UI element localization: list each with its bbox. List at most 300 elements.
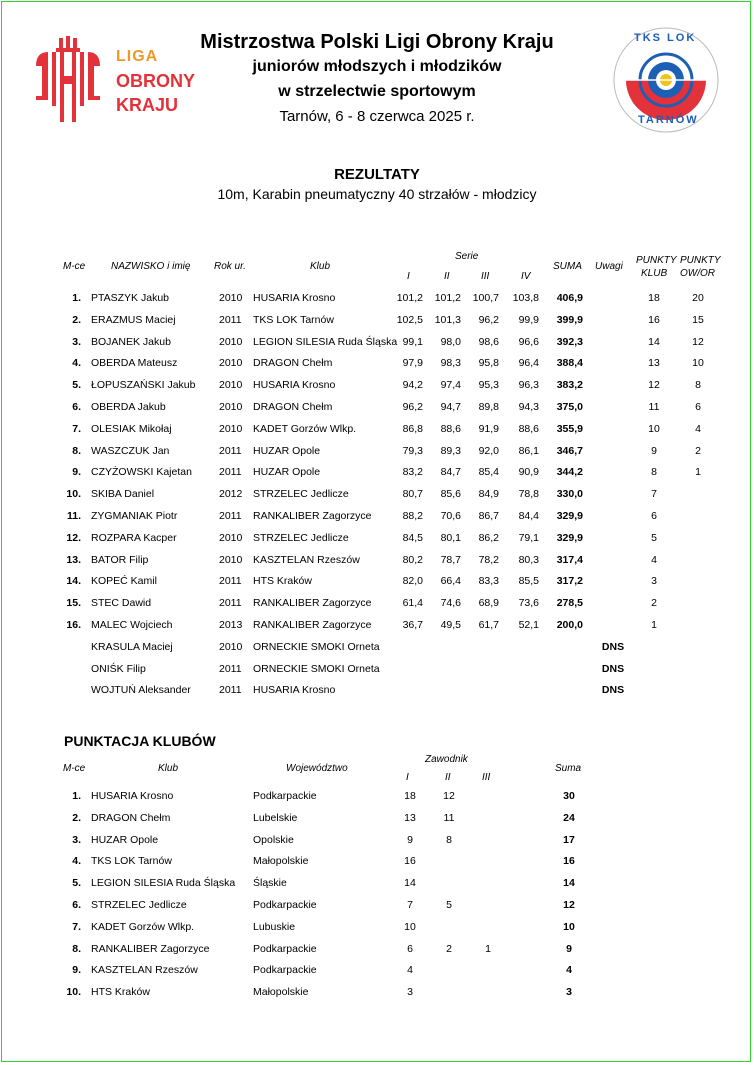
cell-year: 2011 bbox=[219, 313, 242, 326]
cell-s3: 95,3 bbox=[478, 379, 499, 392]
cell-pk: 18 bbox=[648, 292, 660, 304]
table-row bbox=[0, 855, 754, 877]
logo-bottom-text: TARNÓW bbox=[638, 114, 699, 126]
cell-region: Lubuskie bbox=[253, 920, 296, 933]
cell-region: Podkarpackie bbox=[253, 899, 317, 911]
cell-pow: 2 bbox=[695, 444, 701, 457]
cell-year: 2010 bbox=[219, 640, 243, 653]
cell-sum: 4 bbox=[566, 964, 572, 977]
cell-year: 2011 bbox=[219, 510, 242, 522]
cell-z1: 9 bbox=[407, 833, 413, 846]
cell-pow: 20 bbox=[692, 292, 704, 304]
cell-region: Lubelskie bbox=[253, 811, 298, 824]
col-s1: I bbox=[407, 271, 410, 282]
cell-club: HUZAR Opole bbox=[253, 444, 321, 457]
cell-s4: 103,8 bbox=[512, 292, 539, 304]
cell-sum: 10 bbox=[563, 920, 575, 933]
cell-sum: 24 bbox=[563, 811, 575, 824]
cell-pk: 3 bbox=[651, 575, 657, 588]
cell-s4: 96,4 bbox=[518, 357, 539, 370]
cell-pk: 16 bbox=[648, 313, 660, 326]
table-row bbox=[0, 964, 754, 986]
cell-s1: 36,7 bbox=[402, 619, 423, 631]
col-name: NAZWISKO i imię bbox=[111, 261, 191, 272]
col-place: M-ce bbox=[63, 261, 86, 272]
cell-year: 2013 bbox=[219, 619, 243, 631]
cell-place: 3. bbox=[72, 833, 81, 846]
cell-z1: 16 bbox=[404, 855, 416, 868]
cell-club: TKS LOK Tarnów bbox=[253, 313, 334, 326]
cell-club: RANKALIBER Zagorzyce bbox=[253, 597, 372, 610]
col-club-region: Województwo bbox=[286, 763, 348, 774]
cell-s2: 98,0 bbox=[440, 335, 461, 348]
cell-club: RANKALIBER Zagorzyce bbox=[253, 510, 372, 522]
cell-s4: 85,5 bbox=[518, 575, 539, 588]
cell-club: DRAGON Chełm bbox=[253, 357, 333, 370]
cell-z1: 3 bbox=[407, 986, 413, 999]
page-title: Mistrzostwa Polski Ligi Obrony Kraju bbox=[200, 31, 554, 53]
cell-s4: 96,3 bbox=[518, 379, 539, 392]
col-sum: SUMA bbox=[553, 261, 582, 272]
table-row bbox=[0, 314, 754, 336]
cell-z1: 18 bbox=[404, 790, 416, 802]
cell-club: KASZTELAN Rzeszów bbox=[91, 964, 198, 977]
col-z1: I bbox=[406, 772, 409, 783]
cell-place: 2. bbox=[72, 313, 81, 326]
table-row bbox=[0, 379, 754, 401]
table-row bbox=[0, 554, 754, 576]
cell-name: KRASULA Maciej bbox=[91, 640, 173, 653]
cell-place: 15. bbox=[66, 597, 81, 610]
cell-club: HUZAR Opole bbox=[253, 466, 321, 479]
cell-sum: 355,9 bbox=[556, 422, 583, 435]
table-row bbox=[0, 877, 754, 899]
table-row bbox=[0, 445, 754, 467]
cell-club: KADET Gorzów Wlkp. bbox=[253, 422, 357, 435]
table-row bbox=[0, 423, 754, 445]
cell-year: 2010 bbox=[219, 357, 243, 370]
col-club: Klub bbox=[310, 261, 331, 272]
cell-s1: 96,2 bbox=[402, 401, 423, 413]
cell-s3: 92,0 bbox=[478, 444, 499, 457]
cell-place: 3. bbox=[72, 335, 81, 348]
cell-year: 2011 bbox=[219, 662, 242, 675]
cell-name: BOJANEK Jakub bbox=[91, 335, 171, 348]
cell-name: ERAZMUS Maciej bbox=[91, 313, 176, 326]
clubs-title: PUNKTACJA KLUBÓW bbox=[64, 733, 216, 749]
cell-name: ROZPARA Kacper bbox=[91, 531, 177, 544]
cell-note: DNS bbox=[601, 640, 625, 653]
cell-club: LEGION SILESIA Ruda Śląska bbox=[253, 335, 398, 348]
table-row bbox=[0, 401, 754, 423]
cell-place: 13. bbox=[66, 553, 81, 566]
cell-s1: 82,0 bbox=[402, 575, 423, 588]
cell-place: 11. bbox=[66, 510, 81, 522]
cell-sum: 383,2 bbox=[556, 379, 583, 392]
cell-pk: 5 bbox=[651, 531, 657, 544]
col-club-sum: Suma bbox=[555, 763, 582, 774]
cell-sum: 200,0 bbox=[556, 619, 583, 631]
cell-s3: 96,2 bbox=[478, 313, 499, 326]
cell-place: 8. bbox=[72, 444, 81, 457]
cell-region: Podkarpackie bbox=[253, 790, 317, 802]
cell-sum: 16 bbox=[563, 855, 575, 868]
cell-s2: 88,6 bbox=[440, 422, 461, 435]
cell-pk: 14 bbox=[648, 335, 660, 348]
cell-pow: 1 bbox=[695, 466, 701, 479]
cell-sum: 3 bbox=[566, 986, 572, 999]
cell-sum: 330,0 bbox=[556, 488, 583, 501]
cell-s1: 80,7 bbox=[402, 488, 423, 501]
cell-s4: 80,3 bbox=[518, 553, 539, 566]
cell-place: 14. bbox=[66, 575, 81, 588]
col-notes: Uwagi bbox=[595, 261, 623, 272]
cell-s2: 74,6 bbox=[440, 597, 461, 610]
cell-s3: 91,9 bbox=[478, 422, 499, 435]
cell-name: OBERDA Mateusz bbox=[91, 357, 178, 370]
cell-year: 2011 bbox=[219, 575, 242, 588]
cell-year: 2011 bbox=[219, 597, 242, 610]
cell-place: 8. bbox=[72, 942, 81, 955]
cell-name: OBERDA Jakub bbox=[91, 401, 166, 413]
cell-z2: 11 bbox=[443, 811, 455, 824]
cell-sum: 406,9 bbox=[556, 292, 583, 304]
cell-s2: 97,4 bbox=[440, 379, 461, 392]
cell-club: LEGION SILESIA Ruda Śląska bbox=[91, 877, 236, 890]
cell-name: WASZCZUK Jan bbox=[91, 444, 170, 457]
cell-s1: 99,1 bbox=[402, 335, 423, 348]
cell-s3: 86,2 bbox=[478, 531, 499, 544]
cell-name: MALEC Wojciech bbox=[91, 619, 173, 631]
cell-s2: 89,3 bbox=[440, 444, 461, 457]
place-date: Tarnów, 6 - 8 czerwca 2025 r. bbox=[279, 108, 475, 125]
cell-name: KOPEĆ Kamil bbox=[91, 575, 157, 588]
cell-place: 9. bbox=[72, 466, 81, 479]
cell-sum: 344,2 bbox=[556, 466, 583, 479]
cell-z1: 13 bbox=[404, 811, 416, 824]
cell-pk: 2 bbox=[651, 597, 657, 610]
cell-region: Małopolskie bbox=[253, 855, 309, 868]
col-pts-club-2: KLUB bbox=[641, 268, 668, 279]
cell-club: STRZELEC Jedlicze bbox=[253, 488, 349, 501]
cell-place: 1. bbox=[72, 292, 81, 304]
logo-word-2: OBRONY bbox=[116, 71, 196, 91]
cell-region: Podkarpackie bbox=[253, 964, 317, 977]
cell-club: DRAGON Chełm bbox=[91, 811, 171, 824]
cell-s2: 80,1 bbox=[440, 531, 461, 544]
cell-s4: 79,1 bbox=[518, 531, 539, 544]
table-row bbox=[0, 812, 754, 834]
cell-place: 10. bbox=[66, 986, 81, 999]
cell-sum: 375,0 bbox=[556, 401, 583, 413]
cell-club: HTS Kraków bbox=[253, 575, 312, 588]
cell-club: ORNECKIE SMOKI Orneta bbox=[253, 662, 380, 675]
cell-s3: 95,8 bbox=[478, 357, 499, 370]
col-s3: III bbox=[481, 271, 490, 282]
cell-club: HUSARIA Krosno bbox=[91, 790, 174, 802]
cell-sum: 9 bbox=[566, 942, 572, 955]
cell-s2: 98,3 bbox=[440, 357, 461, 370]
cell-s1: 61,4 bbox=[402, 597, 423, 610]
cell-s4: 73,6 bbox=[518, 597, 539, 610]
cell-s2: 94,7 bbox=[440, 401, 461, 413]
cell-name: OLESIAK Mikołaj bbox=[91, 422, 172, 435]
results-title: REZULTATY bbox=[334, 166, 420, 183]
cell-club: HUSARIA Krosno bbox=[253, 292, 336, 304]
cell-club: ORNECKIE SMOKI Orneta bbox=[253, 640, 380, 653]
cell-pk: 12 bbox=[648, 379, 660, 392]
table-row bbox=[0, 834, 754, 856]
col-club-place: M-ce bbox=[63, 763, 86, 774]
cell-s2: 101,3 bbox=[434, 313, 461, 326]
cell-year: 2010 bbox=[219, 553, 243, 566]
cell-z1: 14 bbox=[404, 877, 416, 890]
cell-s3: 84,9 bbox=[478, 488, 499, 501]
cell-s2: 85,6 bbox=[440, 488, 461, 501]
table-row bbox=[0, 336, 754, 358]
cell-year: 2011 bbox=[219, 684, 242, 697]
cell-region: Śląskie bbox=[253, 877, 287, 890]
cell-s3: 68,9 bbox=[478, 597, 499, 610]
cell-club: STRZELEC Jedlicze bbox=[91, 899, 187, 911]
col-competitor: Zawodnik bbox=[425, 754, 468, 765]
cell-year: 2010 bbox=[219, 422, 243, 435]
cell-club: RANKALIBER Zagorzyce bbox=[253, 619, 372, 631]
col-z2: II bbox=[445, 772, 451, 783]
cell-club: STRZELEC Jedlicze bbox=[253, 531, 349, 544]
cell-sum: 12 bbox=[563, 899, 575, 911]
cell-place: 7. bbox=[72, 920, 81, 933]
cell-name: SKIBA Daniel bbox=[91, 488, 155, 501]
cell-sum: 317,4 bbox=[556, 553, 583, 566]
cell-club: HTS Kraków bbox=[91, 986, 150, 999]
cell-pow: 15 bbox=[692, 313, 704, 326]
col-year: Rok ur. bbox=[214, 261, 246, 272]
cell-s4: 78,8 bbox=[518, 488, 539, 501]
cell-s2: 78,7 bbox=[440, 553, 461, 566]
cell-year: 2012 bbox=[219, 488, 243, 501]
cell-pk: 1 bbox=[651, 619, 657, 631]
cell-z2: 12 bbox=[443, 790, 455, 802]
cell-pow: 12 bbox=[692, 335, 704, 348]
cell-name: ONIŚK Filip bbox=[91, 662, 146, 675]
cell-pk: 11 bbox=[648, 401, 660, 413]
table-row bbox=[0, 532, 754, 554]
cell-s4: 88,6 bbox=[518, 422, 539, 435]
logo-word-1: LIGA bbox=[116, 48, 159, 65]
cell-z1: 4 bbox=[407, 964, 413, 977]
cell-s4: 52,1 bbox=[518, 619, 539, 631]
cell-year: 2010 bbox=[219, 292, 243, 304]
cell-club: HUSARIA Krosno bbox=[253, 684, 336, 697]
table-row bbox=[0, 357, 754, 379]
cell-note: DNS bbox=[601, 684, 625, 697]
cell-pow: 10 bbox=[692, 357, 704, 370]
results-subtitle: 10m, Karabin pneumatyczny 40 strzałów - młodzicy bbox=[217, 186, 537, 202]
cell-note: DNS bbox=[601, 662, 625, 675]
cell-sum: 329,9 bbox=[556, 531, 583, 544]
cell-s3: 86,7 bbox=[478, 510, 499, 522]
table-row bbox=[0, 684, 754, 706]
cell-pk: 8 bbox=[651, 466, 657, 479]
page-subtitle-1: juniorów młodszych i młodzików bbox=[252, 58, 502, 75]
cell-name: BATOR Filip bbox=[91, 553, 149, 566]
cell-s3: 78,2 bbox=[478, 553, 499, 566]
cell-place: 9. bbox=[72, 964, 81, 977]
cell-s1: 101,2 bbox=[396, 292, 423, 304]
page-subtitle-2: w strzelectwie sportowym bbox=[278, 83, 476, 100]
cell-s1: 97,9 bbox=[402, 357, 423, 370]
cell-club: HUSARIA Krosno bbox=[253, 379, 336, 392]
cell-s4: 94,3 bbox=[518, 401, 539, 413]
cell-year: 2010 bbox=[219, 335, 243, 348]
cell-z1: 7 bbox=[407, 899, 413, 911]
cell-pk: 9 bbox=[651, 444, 657, 457]
cell-place: 5. bbox=[72, 379, 81, 392]
cell-s3: 61,7 bbox=[478, 619, 499, 631]
cell-s3: 85,4 bbox=[478, 466, 499, 479]
col-pts-ow-1: PUNKTY bbox=[680, 255, 721, 266]
cell-s2: 49,5 bbox=[440, 619, 461, 631]
cell-s1: 83,2 bbox=[402, 466, 423, 479]
cell-sum: 14 bbox=[563, 877, 575, 890]
cell-name: STEC Dawid bbox=[91, 597, 152, 610]
cell-region: Podkarpackie bbox=[253, 942, 317, 955]
table-row bbox=[0, 641, 754, 663]
cell-sum: 278,5 bbox=[556, 597, 583, 610]
table-row bbox=[0, 619, 754, 641]
cell-place: 5. bbox=[72, 877, 81, 890]
cell-name: CZYŻOWSKI Kajetan bbox=[91, 466, 192, 479]
table-row bbox=[0, 921, 754, 943]
cell-z2: 5 bbox=[446, 899, 452, 911]
cell-place: 4. bbox=[72, 855, 81, 868]
cell-name: ŁOPUSZAŃSKI Jakub bbox=[91, 379, 196, 392]
cell-z1: 10 bbox=[404, 920, 416, 933]
cell-pk: 10 bbox=[648, 422, 660, 435]
table-row bbox=[0, 597, 754, 619]
cell-club: RANKALIBER Zagorzyce bbox=[91, 942, 210, 955]
table-row bbox=[0, 663, 754, 685]
cell-club: HUZAR Opole bbox=[91, 833, 159, 846]
cell-year: 2011 bbox=[219, 444, 242, 457]
cell-s1: 79,3 bbox=[402, 444, 423, 457]
cell-z3: 1 bbox=[485, 942, 491, 955]
cell-s3: 89,8 bbox=[478, 401, 499, 413]
cell-s1: 86,8 bbox=[402, 422, 423, 435]
table-row bbox=[0, 899, 754, 921]
table-row bbox=[0, 943, 754, 965]
cell-z1: 6 bbox=[407, 942, 413, 955]
col-s4: IV bbox=[521, 271, 531, 282]
cell-s1: 88,2 bbox=[402, 510, 423, 522]
cell-place: 4. bbox=[72, 357, 81, 370]
table-row bbox=[0, 466, 754, 488]
col-s2: II bbox=[444, 271, 450, 282]
cell-name: ZYGMANIAK Piotr bbox=[91, 510, 178, 522]
cell-club: KASZTELAN Rzeszów bbox=[253, 553, 360, 566]
cell-pow: 8 bbox=[695, 379, 701, 392]
cell-s2: 70,6 bbox=[440, 510, 461, 522]
cell-pk: 4 bbox=[651, 553, 657, 566]
cell-pow: 4 bbox=[695, 422, 701, 435]
cell-pk: 6 bbox=[651, 510, 657, 522]
cell-club: DRAGON Chełm bbox=[253, 401, 333, 413]
cell-s1: 80,2 bbox=[402, 553, 423, 566]
cell-s1: 94,2 bbox=[402, 379, 423, 392]
cell-pow: 6 bbox=[695, 401, 701, 413]
cell-sum: 329,9 bbox=[556, 510, 583, 522]
cell-region: Małopolskie bbox=[253, 986, 309, 999]
cell-sum: 388,4 bbox=[556, 357, 583, 370]
table-row bbox=[0, 986, 754, 1008]
cell-place: 10. bbox=[66, 488, 81, 501]
table-row bbox=[0, 488, 754, 510]
cell-s4: 99,9 bbox=[518, 313, 539, 326]
col-series: Serie bbox=[455, 251, 479, 262]
cell-year: 2010 bbox=[219, 531, 243, 544]
cell-pk: 13 bbox=[648, 357, 660, 370]
col-pts-club-1: PUNKTY bbox=[636, 255, 677, 266]
cell-year: 2010 bbox=[219, 401, 243, 413]
cell-name: WOJTUŃ Aleksander bbox=[91, 684, 191, 697]
cell-s4: 96,6 bbox=[518, 335, 539, 348]
cell-name: PTASZYK Jakub bbox=[91, 292, 170, 304]
col-club-name: Klub bbox=[158, 763, 179, 774]
table-row bbox=[0, 575, 754, 597]
cell-place: 16. bbox=[66, 619, 81, 631]
cell-place: 6. bbox=[72, 401, 81, 413]
cell-z2: 2 bbox=[446, 942, 452, 955]
table-row bbox=[0, 292, 754, 314]
cell-z2: 8 bbox=[446, 833, 452, 846]
cell-place: 6. bbox=[72, 899, 81, 911]
cell-s3: 100,7 bbox=[472, 292, 499, 304]
cell-year: 2011 bbox=[219, 466, 242, 479]
cell-club: TKS LOK Tarnów bbox=[91, 855, 172, 868]
cell-s2: 84,7 bbox=[440, 466, 461, 479]
col-z3: III bbox=[482, 772, 491, 783]
cell-s2: 101,2 bbox=[434, 292, 461, 304]
logo-top-text: TKS LOK bbox=[634, 32, 697, 44]
cell-s4: 84,4 bbox=[518, 510, 539, 522]
cell-sum: 346,7 bbox=[556, 444, 583, 457]
cell-sum: 30 bbox=[563, 790, 575, 802]
cell-pk: 7 bbox=[651, 488, 657, 501]
cell-s2: 66,4 bbox=[440, 575, 461, 588]
cell-place: 7. bbox=[72, 422, 81, 435]
logo-word-3: KRAJU bbox=[116, 95, 179, 115]
cell-sum: 17 bbox=[563, 833, 575, 846]
cell-s1: 102,5 bbox=[396, 313, 423, 326]
cell-place: 1. bbox=[72, 790, 81, 802]
cell-club: KADET Gorzów Wlkp. bbox=[91, 920, 195, 933]
cell-place: 2. bbox=[72, 811, 81, 824]
cell-year: 2010 bbox=[219, 379, 243, 392]
cell-sum: 317,2 bbox=[556, 575, 583, 588]
cell-s3: 83,3 bbox=[478, 575, 499, 588]
cell-sum: 399,9 bbox=[556, 313, 583, 326]
cell-s1: 84,5 bbox=[402, 531, 423, 544]
cell-s3: 98,6 bbox=[478, 335, 499, 348]
col-pts-ow-2: OW/OR bbox=[680, 268, 715, 279]
cell-region: Opolskie bbox=[253, 833, 294, 846]
cell-place: 12. bbox=[66, 531, 81, 544]
table-row bbox=[0, 790, 754, 812]
cell-s4: 86,1 bbox=[518, 444, 539, 457]
table-row bbox=[0, 510, 754, 532]
cell-sum: 392,3 bbox=[556, 335, 583, 348]
